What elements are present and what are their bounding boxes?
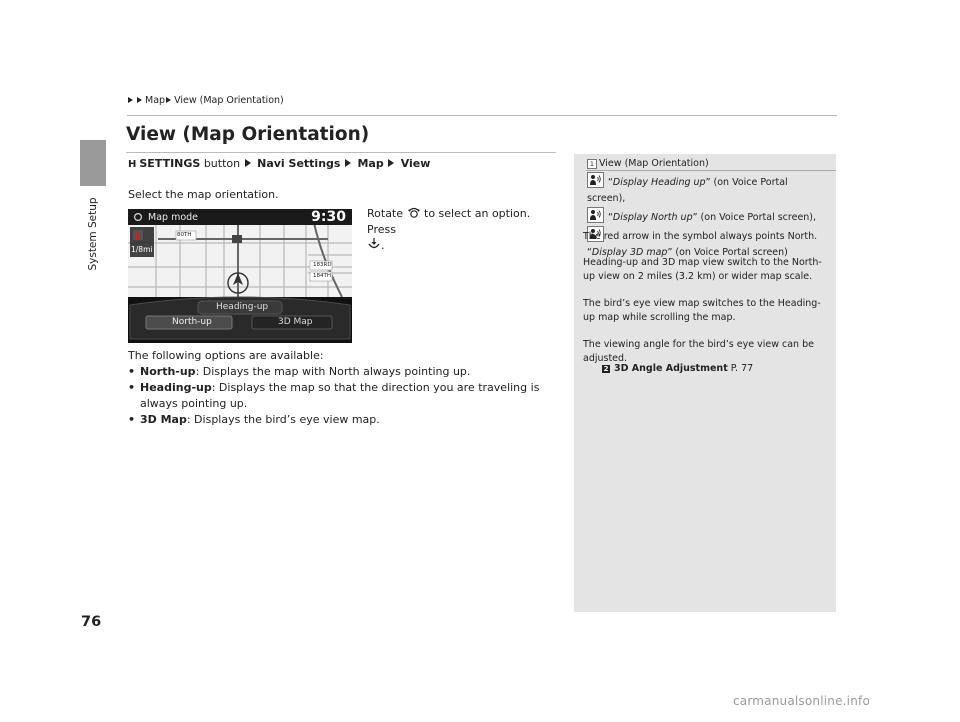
options-list xyxy=(128,364,558,428)
navi-settings-label: Navi Settings xyxy=(257,157,341,170)
intro-text: Select the map orientation. xyxy=(128,188,279,201)
sidebar-rule xyxy=(586,170,836,171)
breadcrumb-map: Map xyxy=(145,95,166,106)
map-mode-screen xyxy=(128,209,352,343)
sidebar-note: The bird’s eye view map switches to the Heading-up map while scrolling the map. xyxy=(583,298,821,323)
settings-button-label: SETTINGS xyxy=(139,157,201,170)
chevron-right-icon xyxy=(388,159,394,167)
view-label: View xyxy=(400,157,431,170)
chevron-right-icon xyxy=(137,97,142,103)
home-icon: H xyxy=(128,159,137,170)
map-scale: 1/8mi xyxy=(131,245,153,254)
street-label: 80TH xyxy=(177,232,192,238)
sidebar-note: The viewing angle for the bird’s eye view can be adjusted. xyxy=(583,339,814,364)
navigation-path xyxy=(128,157,430,170)
street-label: 183RD xyxy=(313,262,332,268)
breadcrumb-view: View (Map Orientation) xyxy=(174,95,284,106)
chevron-right-icon xyxy=(128,97,133,103)
page-number: 76 xyxy=(81,614,102,630)
chevron-right-icon xyxy=(245,159,251,167)
instruction-text: Rotate to select an option. Press . xyxy=(367,207,531,252)
cross-reference-link[interactable]: 2 3D Angle Adjustment P. 77 xyxy=(603,363,754,374)
button-word: button xyxy=(203,157,241,170)
watermark: carmanualsonline.info xyxy=(733,694,870,708)
3d-map-option: 3D Map xyxy=(278,317,313,327)
chevron-right-icon xyxy=(166,97,171,103)
section-tab-label: System Setup xyxy=(87,197,99,271)
page-title: View (Map Orientation) xyxy=(126,124,370,145)
breadcrumb xyxy=(127,95,284,106)
title-rule xyxy=(126,152,556,153)
map-label: Map xyxy=(357,157,384,170)
talk-button-icon xyxy=(587,207,604,223)
reference-icon: 2 xyxy=(603,365,609,373)
section-tab-marker xyxy=(80,140,106,186)
voice-commands: “Display Heading up” (on Voice Portal screen), “Display North up” (on Voice Portal screen), “Display 3D map” (on Voice Portal screen) xyxy=(587,172,827,261)
north-up-option: North-up xyxy=(172,317,212,327)
list-item: • 3D Map: Displays the bird’s eye view map. xyxy=(128,412,558,428)
screen-title: Map mode xyxy=(148,212,199,223)
sidebar-title: 1 View (Map Orientation) xyxy=(587,158,709,169)
chevron-right-icon xyxy=(345,159,351,167)
header-rule xyxy=(127,115,837,116)
heading-up-option: Heading-up xyxy=(216,302,269,312)
screen-clock: 9:30 xyxy=(311,209,346,225)
sidebar-note: The red arrow in the symbol always points North. xyxy=(583,231,818,242)
street-label: 184TH xyxy=(313,273,331,279)
talk-button-icon xyxy=(587,172,604,188)
interface-dial-press-icon xyxy=(367,238,381,251)
interface-dial-rotate-icon xyxy=(407,206,421,219)
options-intro: The following options are available: xyxy=(128,349,324,362)
sidebar-note: Heading-up and 3D map view switch to the North-up view on 2 miles (3.2 km) or wider map scale. xyxy=(583,257,822,282)
list-item: • Heading-up: Displays the map so that the direction you are traveling is always pointing up. xyxy=(128,380,558,412)
list-item: • North-up: Displays the map with North always pointing up. xyxy=(128,364,558,380)
